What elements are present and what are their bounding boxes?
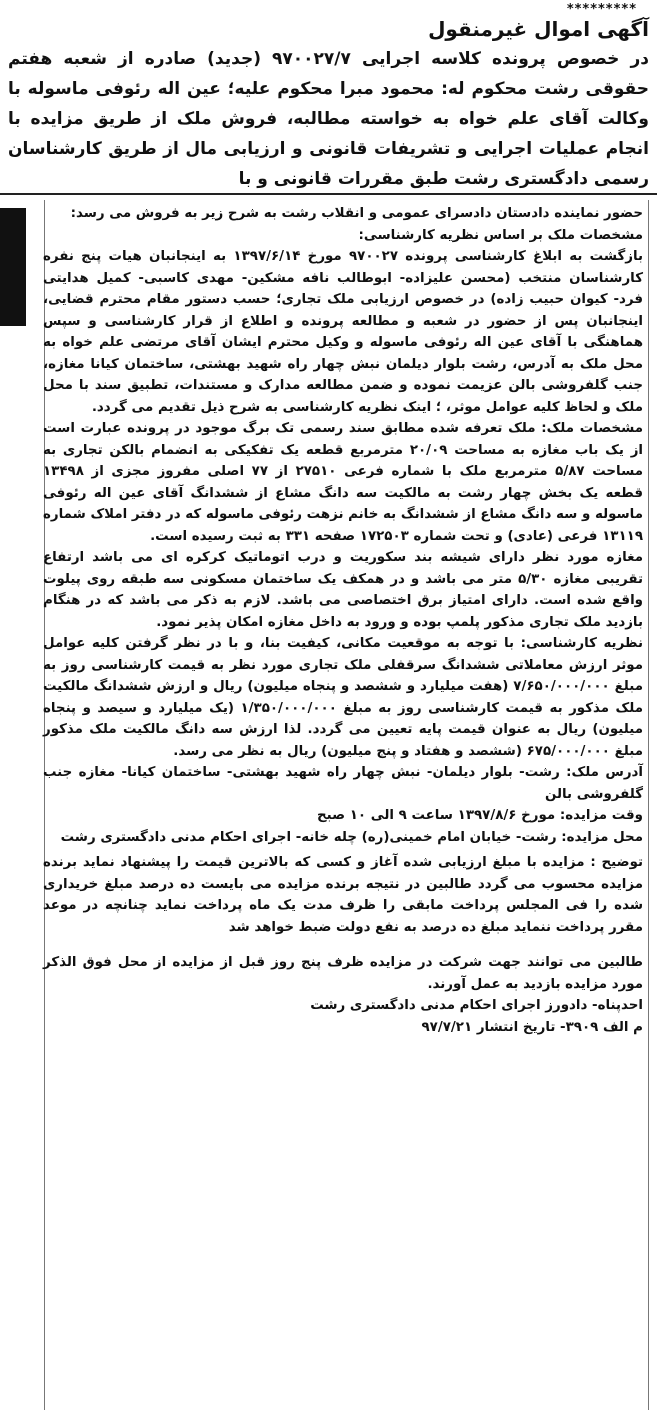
body-paragraph-valuation: نظریه کارشناسی: با توجه به موقعیت مکانی، کیفیت بنا، و با در نظر گرفتن کلیه عوامل موثر ارزش معاملاتی ششدانگ سرقفلی ملک تجاری مورد نظر به قیمت کارشناسی روز به مبلغ ۷/۶۵۰/۰۰۰/۰۰۰ (هفت میلیارد و ششصد و پنجاه میلیون) ریال و ارزش ششدانگ مالکیت ملک مذکور به قیمت کارشناسی روز به مبلغ ۱/۳۵۰/۰۰۰/۰۰۰ (یک میلیارد و سیصد و پنجاه میلیون) ریال به عنوان قیمت پایه تعیین می گردد. لذا ارزش سه دانگ مالکیت ملک مذکور مبلغ ۶۷۵/۰۰۰/۰۰۰ (ششصد و هفتاد و پنج میلیون) ریال به نظر می رسد. (43, 636, 643, 759)
section-divider (0, 193, 657, 195)
body-paragraph-auction-place: محل مزایده: رشت- خیابان امام خمینی(ره) چله خانه- اجرای احکام مدنی دادگستری رشت (60, 829, 643, 845)
ad-intro: در خصوص پرونده کلاسه اجرایی ۹۷۰۰۲۷/۷ (جدید) صادره از شعبه هفتم حقوقی رشت محکوم له: محمود مبرا محکوم علیه؛ عین اله رئوفی ماسوله با وکالت آقای علم خواه به خواسته مطالبه، فروش ملک از طریق مزایده با انجام عملیات اجرایی و تشریفات قانونی و ارزیابی مال از طریق کارشناسان رسمی دادگستری رشت طبق مقررات قانونی و با (8, 49, 649, 189)
body-paragraph-visit: طالبین می توانند جهت شرکت در مزایده ظرف پنج روز قبل از مزایده از محل فوق الذکر مورد مزایده بازدید به عمل آورند. (43, 955, 643, 992)
body-paragraph-spec-heading: مشخصات ملک بر اساس نظریه کارشناسی: (358, 227, 643, 243)
body-paragraph-explanation: توضیح : مزایده با مبلغ ارزیابی شده آغاز و کسی که بالاترین قیمت را پیشنهاد نماید برنده مزایده محسوب می گردد طالبین در نتیجه برنده مزایده می بایست ده درصد مبلغ خریداری شده را فی المجلس پرداخت مابقی را ظرف مدت یک ماه پرداخت نماید چنانچه در موعد مقرر پرداخت ننماید مبلغ ده درصد به نفع دولت ضبط خواهد شد (43, 855, 643, 935)
star-ornament: ********* (566, 2, 637, 17)
body-paragraph-address: آدرس ملک: رشت- بلوار دیلمان- نبش چهار راه شهید بهشتی- ساختمان کیانا- مغازه جنب گلفروشی بالن (43, 765, 643, 802)
body-paragraph-presence: حضور نماینده دادستان دادسرای عمومی و انقلاب رشت به شرح زیر به فروش می رسد: (70, 206, 643, 221)
body-paragraph-shop-details: مغازه مورد نظر دارای شیشه بند سکوریت و درب اتوماتیک کرکره ای می باشد ارتفاع تقریبی مغازه ۵/۳۰ متر می باشد و در همکف یک ساختمان مسکونی سه طبقه روی پیلوت واقع شده است. دارای امتیاز برق اختصاصی می باشد. لازم به ذکر می باشد که در هنگام بازدید ملک تجاری مذکور پلمپ بوده و ورود به داخل مغازه امکان پذیر نمود. (43, 550, 643, 630)
body-paragraph-signature: احدپناه- دادورز اجرای احکام مدنی دادگستری رشت (310, 998, 643, 1013)
right-column-rule (648, 200, 649, 1410)
ad-body (43, 203, 643, 1038)
ad-title: آگهی اموال غیرمنقول (428, 17, 649, 41)
black-margin-bar (0, 208, 26, 326)
body-paragraph-expert-panel: بازگشت به ابلاغ کارشناسی پرونده ۹۷۰۰۲۷ مورخ ۱۳۹۷/۶/۱۴ به اینجانبان هیات پنج نفره کارشناسان منتخب (محسن علیزاده- ابوطالب نافه مشکین- مهدی کاسبی- کمیل هدایتی فرد- کیوان حبیب زاده) در خصوص ارزیابی ملک تجاری؛ حسب دستور مقام محترم قضایی، اینجانبان پس از حضور در شعبه و مطالعه پرونده و اطلاع از قرار کارشناسی و سپس هماهنگی با آقای عین اله رئوفی ماسوله و وکیل محترم ایشان آقای مرتضی علم خواه به محل ملک به آدرس، رشت بلوار دیلمان نبش چهار راه شهید بهشتی، ساختمان کیانا مغازه، جنب گلفروشی بالن عزیمت نموده و ضمن مطالعه مدارک و مستندات، تطبیق سند با محل ملک و لحاظ کلیه عوامل موثر، ؛ اینک نظریه کارشناسی به شرح ذیل تقدیم می گردد. (43, 249, 643, 415)
body-paragraph-publication: م الف ۳۹۰۹- تاریخ انتشار ۹۷/۷/۲۱ (421, 1019, 643, 1035)
body-paragraph-auction-time: وقت مزایده: مورخ ۱۳۹۷/۸/۶ ساعت ۹ الی ۱۰ صبح (317, 808, 643, 823)
body-paragraph-property-specs: مشخصات ملک: ملک تعرفه شده مطابق سند رسمی تک برگ موجود در پرونده عبارت است از یک باب مغازه به مساحت ۲۰/۰۹ مترمربع قطعه یک تفکیکی به انضمام بالکن تجاری به مساحت ۵/۸۷ مترمربع ملک با شماره فرعی ۲۷۵۱۰ از ۷۷ اصلی مفروز مجزی از ۱۳۴۹۸ قطعه یک بخش چهار رشت به مالکیت سه دانگ مشاع از ششدانگ آقای عین اله رئوفی ماسوله و سه دانگ مشاع از ششدانگ به خانم نزهت رئوفی ماسوله که در دفتر املاک شماره ۱۳۱۱۹ فرعی (عادی) و تحت شماره ۱۷۲۵۰۳ صفحه ۳۳۱ به ثبت رسیده است. (43, 421, 643, 544)
